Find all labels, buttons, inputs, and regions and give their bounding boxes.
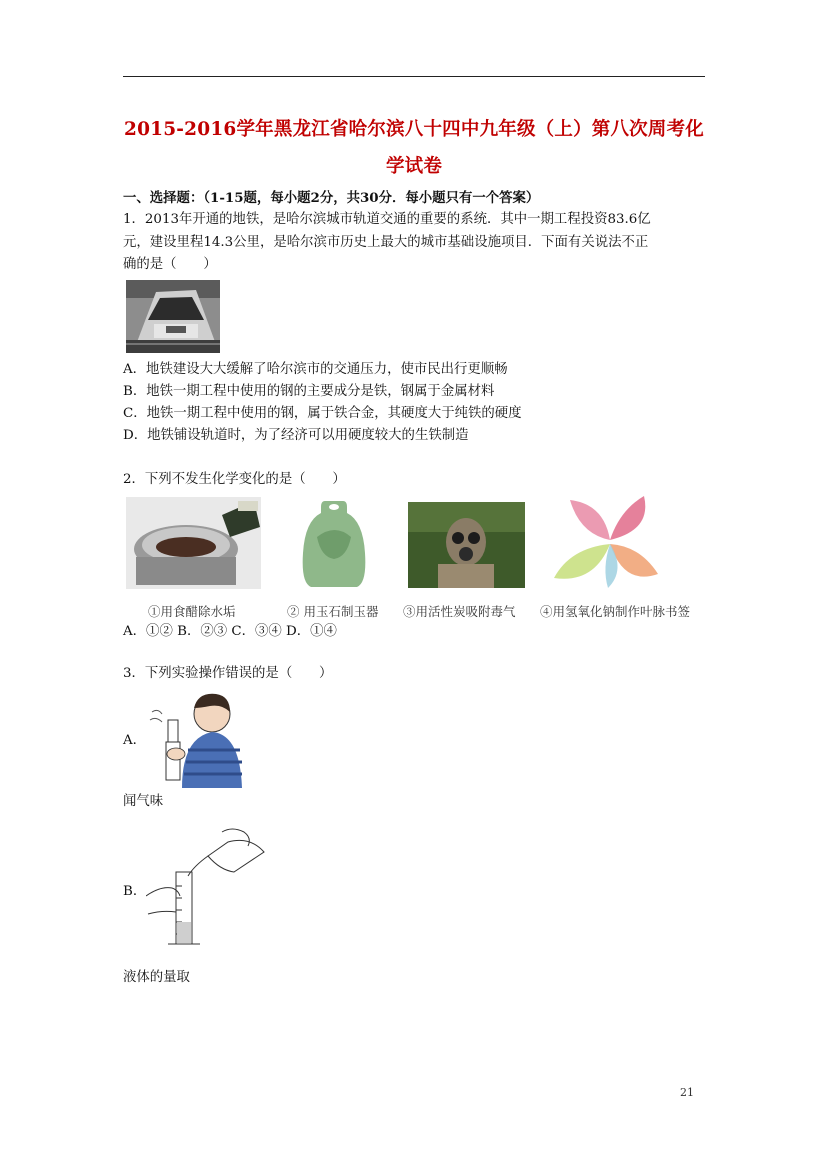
q1-stem-line2: 元，建设里程14.3公里，是哈尔滨市历史上最大的城市基础设施项目．下面有关说法不正	[123, 235, 649, 250]
q1-stem-line3: 确的是（ ）	[123, 257, 217, 272]
caption-activated-carbon: ③用活性炭吸附毒气	[403, 604, 516, 619]
q1-option-d: D．地铁铺设轨道时，为了经济可以用硬度较大的生铁制造	[123, 428, 469, 443]
subway-photo	[126, 280, 220, 353]
smelling-gas-illustration	[148, 690, 246, 788]
q1-option-a: A．地铁建设大大缓解了哈尔滨市的交通压力，使市民出行更顺畅	[123, 362, 508, 377]
leaf-vein-bookmark-photo	[552, 492, 668, 592]
q1-option-c: C．地铁一期工程中使用的钢，属于铁合金，其硬度大于纯铁的硬度	[123, 406, 522, 421]
section-heading: 一、选择题：（1-15题，每小题2分，共30分．每小题只有一个答案）	[123, 190, 540, 206]
measuring-liquid-illustration	[146, 826, 270, 952]
caption-vinegar: ①用食醋除水垢	[148, 604, 236, 619]
page-number: 21	[680, 1086, 694, 1099]
q3-option-a-caption: 闻气味	[123, 794, 164, 809]
vinegar-descaling-photo	[126, 497, 261, 589]
q3-option-a-label: A．	[123, 733, 147, 748]
q3-option-b-caption: 液体的量取	[123, 970, 190, 985]
q3-stem: 3．下列实验操作错误的是（ ）	[123, 666, 333, 681]
q2-options: A．①② B．②③ C．③④ D．①④	[123, 624, 337, 639]
gas-mask-photo	[408, 502, 525, 588]
caption-naoh-bookmark: ④用氢氧化钠制作叶脉书签	[540, 604, 691, 619]
header-rule	[123, 76, 705, 77]
jade-carving-photo	[297, 497, 371, 589]
q3-option-b-label: B．	[123, 884, 147, 899]
q1-option-b: B．地铁一期工程中使用的钢的主要成分是铁，钢属于金属材料	[123, 384, 495, 399]
q1-stem-line1: 1．2013年开通的地铁，是哈尔滨城市轨道交通的重要的系统．其中一期工程投资83.6亿	[123, 212, 651, 227]
q2-stem: 2．下列不发生化学变化的是（ ）	[123, 472, 346, 487]
exam-title-line2: 学试卷	[385, 156, 443, 177]
exam-title-line1: 2015-2016学年黑龙江省哈尔滨八十四中九年级（上）第八次周考化	[124, 119, 704, 140]
caption-jade: ② 用玉石制玉器	[287, 604, 379, 619]
